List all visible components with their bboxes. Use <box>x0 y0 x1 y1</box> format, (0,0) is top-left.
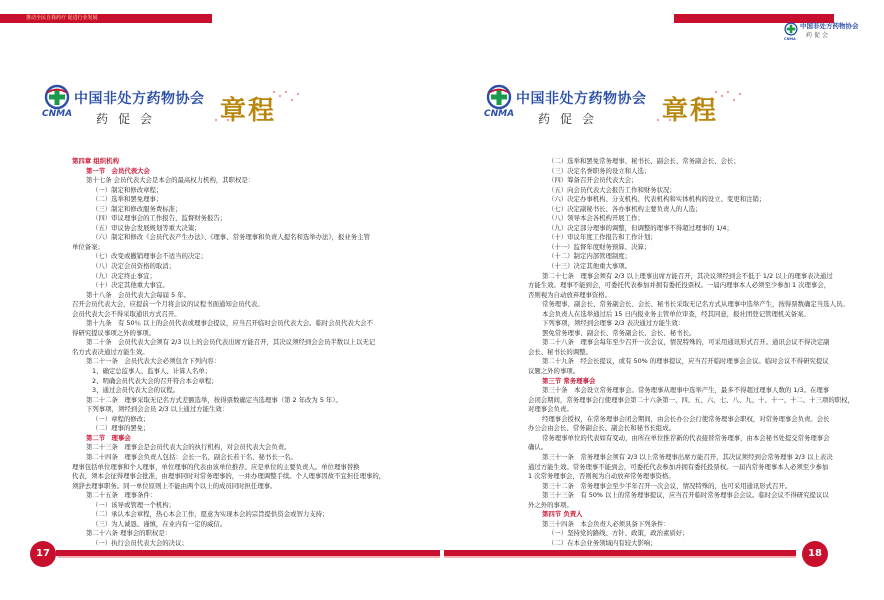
text-line: 第二十一条 会员代表大会必须包含下列内容： <box>86 357 221 366</box>
text-line: （一）制定和修改章程； <box>92 185 163 194</box>
section-heading: 第一节 会员代表大会 <box>86 166 150 175</box>
section-heading: 第四节 负责人 <box>542 510 583 519</box>
text-line: （七）决定副秘书长、各办事机构主要负责人的人选； <box>548 204 702 213</box>
section-heading: 第三节 常务理事会 <box>542 376 596 385</box>
text-line: 下列事项，须经到会会员 2/3 以上通过方能生效： <box>86 405 229 414</box>
corner-abbr: CNMA <box>784 37 796 41</box>
text-line: （二）选举和罢免常务理事、秘书长、副会长、常务副会长、会长； <box>548 157 740 165</box>
text-line: 代表，须本会征得理事会批准，由理事同时对常务理事的，一并办理调整手续。个人理事因故不宜担任理事的， <box>72 472 386 481</box>
text-line: 确认。 <box>528 443 548 452</box>
text-line: （三）制定和修改服务费标准； <box>92 204 182 213</box>
text-line: 对理事会负责。 <box>528 405 573 414</box>
text-line: （六）决定办事机构、分支机构、代表机构和实体机构的设立、变更和注销； <box>548 195 766 204</box>
text-line: 下列事项，须经到会理事 2/3 表决通过方能生效： <box>542 319 685 328</box>
text-line: 方能生效。理事不能到会，可委托代表参加并拥有委托投票权。一届内理事本人必须至少参加 1 次理事会， <box>528 281 831 290</box>
text-line: （八）决定会员资格的取消； <box>92 262 176 271</box>
text-line: （六）制定和修改《会员代表产生办法》、《理事、常务理事和负责人提名和选举办法》，报业务主管 <box>92 233 370 242</box>
text-line: 外之外的事项。 <box>528 500 573 509</box>
text-line: 第二十八条 理事会每年至少召开一次会议，情况特殊的，可采用通讯形式召开。通讯会议不得决定副 <box>542 338 830 347</box>
cnma-logo-icon <box>44 84 70 110</box>
text-line: 须辞去理事职务。同一单位原则上不能由两个以上的成员同时担任理事。 <box>72 481 277 490</box>
text-line: 第三十条 本会设立常务理事会。常务理事从理事中选举产生，最多不得超过理事人数的 1/3。在理事 <box>542 386 830 395</box>
text-line: 常务理事、副会长、常务副会长、会长、秘书长采取无记名方式从理事中选举产生，按得票数确定当选人员。 <box>542 300 849 309</box>
header-logo-block <box>44 82 344 130</box>
text-line: （一）该导或管理一个机构； <box>92 500 176 509</box>
text-line: 第三十三条 有 50% 以上的常务理事提议，应当召开临时常务理事会会议。临时会议不得研究提议以 <box>542 491 829 500</box>
text-line: 经理事会授权，在常务理事会闭会期间，由会长办公会行使常务理事会职权，对常务理事会负责。会长 <box>542 414 830 423</box>
page-number-right: 18 <box>802 541 828 567</box>
text-line: （一）章程的修改； <box>92 414 150 423</box>
text-line: 第三十四条 本会负责人必须具备下列条件： <box>542 519 670 528</box>
text-line: （十二）制定内部管理制度； <box>548 252 632 261</box>
footer-stripes-icon <box>56 548 166 558</box>
section-heading: 第二节 理事会 <box>86 433 131 442</box>
text-line: 第二十九条 经会长提议，或有 50% 的理事提议，应当召开临时理事会会议。临时会议不得研究提议 <box>542 357 829 366</box>
text-line: 1 次常务理事会，否则视为自动放弃常务理事资格。 <box>528 472 675 481</box>
text-line: 单位备案； <box>72 242 104 251</box>
text-line: 本会负责人在选举通过后 15 日内报业务主管单位审查，经其同意，报社团登记管理机关备案。 <box>542 309 810 318</box>
text-line: （九）决定终止事宜； <box>92 271 156 280</box>
text-line: （九）决定部分理事的调整，但调整的理事不得超过理事的 1/4； <box>548 223 733 232</box>
text-line: （三）为人诚恳、谨慎，在业内有一定的威信。 <box>92 519 227 528</box>
text-line: （七）改变或撤销理事会不适当的决定； <box>92 252 208 261</box>
text-line: 3、通过会员代表大会的议程。 <box>92 386 180 395</box>
text-line: （十三）决定其他重大事项。 <box>548 262 632 271</box>
text-line: 第二十五条 理事条件： <box>86 491 157 500</box>
org-name: 中国非处方药物协会 <box>516 91 647 107</box>
slogan-banner <box>0 14 212 23</box>
text-line: （三）决定名誉职务的设立和人选； <box>548 166 651 175</box>
text-line: 第二十三条 理事会是会员代表大会的执行机构，对会员代表大会负责。 <box>86 443 291 452</box>
text-line: （十）审议年度工作报告和工作计划； <box>548 233 657 242</box>
org-sub: 药促会 <box>538 112 605 126</box>
text-line: 办公会由会长、常务副会长、副会长和秘书长组成。 <box>528 424 675 433</box>
text-line: 会员代表大会不得采取通讯方式召开。 <box>72 309 181 318</box>
text-line: （四）筹备召开会员代表大会； <box>548 176 638 185</box>
text-line: 通过方能生效。常务理事不能到会，可委托代表参加并拥有委托投票权。一届内常务理事本人必须至少参加 <box>528 462 829 471</box>
text-line: 会闭会期间，常务理事会行使理事会第二十六条第一、四、五、六、七、八、九、十、十一、十二、十三项的职权， <box>528 395 854 404</box>
text-line: （五）审议协会发展规划等重大决策； <box>92 223 201 232</box>
text-line: 会长、秘书长的调整。 <box>528 347 592 356</box>
text-line: 议题之外的事项。 <box>528 367 580 376</box>
left-page-text <box>72 157 427 548</box>
text-line: 1、确定总监事人、监事人、计算人名单； <box>92 367 212 376</box>
text-line: （五）向会员代表大会报告工作和财务状况； <box>548 185 676 194</box>
slogan-text: 推动全民自我药疗 促进行业发展 <box>26 15 98 21</box>
cnma-abbr: CNMA <box>42 109 73 119</box>
left-page <box>0 0 440 600</box>
text-line: 第十八条 会员代表大会每届 5 年。 <box>86 290 190 299</box>
text-line: 2、明确会员代表大会的召开符合本会章程； <box>92 376 218 385</box>
doc-title: 章程 <box>662 96 719 126</box>
text-line: 否则视为自动放弃理事资格。 <box>528 290 612 299</box>
page-number-left: 17 <box>30 541 56 567</box>
text-line: 第二十六条 理事会的职权是： <box>86 529 172 538</box>
corner-logo <box>784 18 859 44</box>
corner-org-sub: 药促会 <box>806 32 831 39</box>
org-sub: 药促会 <box>96 112 163 126</box>
text-line: 第二十四条 理事会负责人包括：会长一名、副会长若干名、秘书长一名。 <box>86 452 297 461</box>
text-line: 第二十二条 理事采取无记名方式差额选举，按得票数确定当选理事（第 2 年改为 5 年）。 <box>86 395 342 404</box>
section-heading: 第四章 组织机构 <box>72 157 119 165</box>
text-line: 第十七条 会员代表大会是本会的最高权力机构，其职权是： <box>86 176 255 185</box>
text-line: 名方式表决通过方能生效。 <box>72 347 149 356</box>
text-line: （一）执行会员代表大会的决议； <box>92 538 188 547</box>
text-line: （二）在本会业务领域内有较大影响； <box>548 538 657 547</box>
text-line: （一）坚持党的路线、方针、政策，政治素质好； <box>548 529 689 538</box>
corner-org-name: 中国非处方药物协会 <box>800 22 859 30</box>
doc-title: 章程 <box>220 96 277 126</box>
cnma-abbr: CNMA <box>484 109 515 119</box>
text-line: 理事包括单位理事和个人理事，单位理事的代表由该单位推荐。应是单位的主要负责人。单位理事替换 <box>72 462 360 471</box>
text-line: 召开会员代表大会，应提前一个月将会议的议程书面通知会员代表。 <box>72 300 264 309</box>
corner-logo-icon <box>784 22 798 36</box>
text-line: 第三十二条 常务理事会至少半年召开一次会议，情况特殊的，也可采用通讯形式召开。 <box>542 481 792 490</box>
text-line: 得研究提议事项之外的事项。 <box>72 328 156 337</box>
text-line: （二）承认本会章程，热心本会工作，愿意为实现本会的宗旨提供资金或智力支持； <box>92 510 329 519</box>
right-page <box>444 0 884 600</box>
text-line: 第二十七条 理事会须有 2/3 以上理事出席方能召开，其决议须经到会不低于 1/2 以上的理事表决通过 <box>542 271 833 280</box>
text-line: （二）选举和罢免理事； <box>92 195 163 204</box>
org-name: 中国非处方药物协会 <box>74 91 205 107</box>
text-line: 第二十条 会员代表大会须有 2/3 以上的会员代表出席方能召开，其决议须经到会会员半数以上以无记 <box>86 338 376 347</box>
text-line: （八）领导本会各机构开展工作； <box>548 214 644 223</box>
header-logo-block-right <box>486 82 786 130</box>
text-line: （二）理事的罢免； <box>92 424 150 433</box>
text-line: （四）审议理事会的工作报告，监督财务报告； <box>92 214 227 223</box>
text-line: 第三十一条 常务理事会须有 2/3 以上常务理事出席方能召开，其决议须经到会常务理事 2/3 以上表决 <box>542 452 833 461</box>
text-line: （十一）监督年度财务预算、决算； <box>548 242 651 251</box>
text-line: 第十九条 有 50％ 以上的会员代表或理事会提议，应当召开临时会员代表大会。临时会员代表大会不 <box>86 319 373 328</box>
right-page-text <box>528 157 883 548</box>
cnma-logo-icon <box>486 84 512 110</box>
text-line: （十）决定其他重大事宜。 <box>92 281 169 290</box>
text-line: 常务理事单位的代表如有变动，由所在单位推荐新的代表接替常务理事，由本会秘书处提交常务理事会 <box>542 433 830 442</box>
footer-stripes-icon <box>694 548 804 558</box>
text-line: 罢免常务理事、副会长、常务副会长、会长、秘书长。 <box>542 328 696 337</box>
